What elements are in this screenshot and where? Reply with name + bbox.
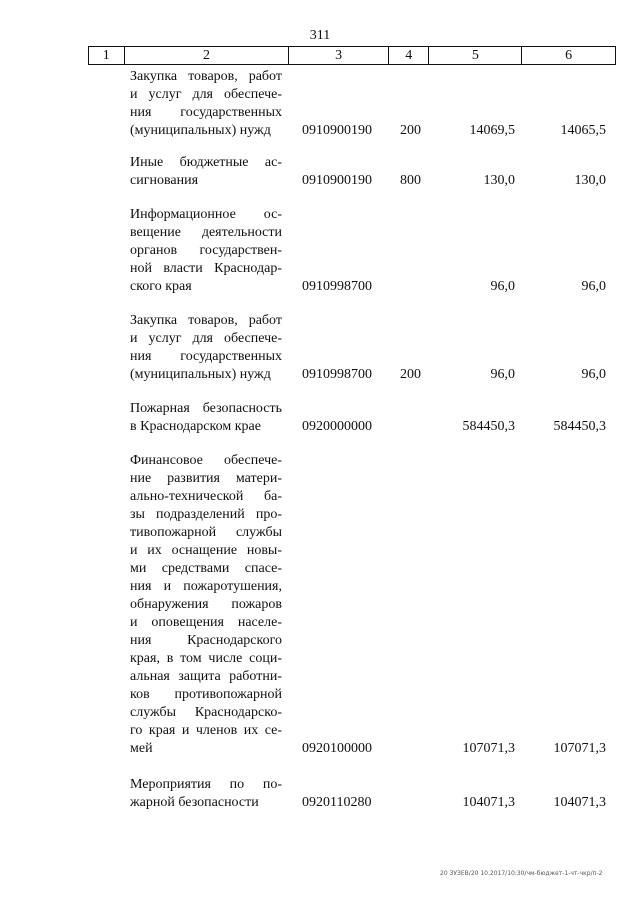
row-vr: 200 xyxy=(400,367,421,382)
row-code: 0910998700 xyxy=(302,279,372,294)
row-name-line: ние развития матери- xyxy=(130,471,282,486)
row-name xyxy=(130,206,282,296)
row-name-line: альная защита работни- xyxy=(130,669,282,684)
header-col-5: 5 xyxy=(429,47,522,65)
row-value-5: 584450,3 xyxy=(462,419,515,434)
row-name-line: и их оснащение новы- xyxy=(130,543,282,558)
row-name-line: обнаружения пожаров xyxy=(130,597,282,612)
row-name-line: ния и пожаротушения, xyxy=(130,579,282,594)
row-value-5: 96,0 xyxy=(490,279,515,294)
row-name-line: ков противопожарной xyxy=(130,687,282,702)
row-name-line: органов государствен- xyxy=(130,243,282,258)
row-name-line: зы подразделений про- xyxy=(130,507,282,522)
row-name-line: го края и членов их се- xyxy=(130,723,282,738)
row-code: 0920100000 xyxy=(302,741,372,756)
row-code: 0910900190 xyxy=(302,123,372,138)
row-name xyxy=(130,776,282,812)
row-name-line: Закупка товаров, работ xyxy=(130,69,282,84)
row-name xyxy=(130,68,282,140)
row-name-line: сигнования xyxy=(130,173,199,188)
header-col-1: 1 xyxy=(89,47,125,65)
row-value-6: 96,0 xyxy=(581,367,606,382)
row-value-5: 14069,5 xyxy=(469,123,515,138)
row-vr: 200 xyxy=(400,123,421,138)
row-value-6: 107071,3 xyxy=(553,741,606,756)
row-name-line: ной власти Краснодар- xyxy=(130,261,282,276)
row-vr: 800 xyxy=(400,173,421,188)
row-value-5: 104071,3 xyxy=(462,795,515,810)
row-name xyxy=(130,154,282,190)
row-name-line: вещение деятельности xyxy=(130,225,282,240)
row-name-line: Мероприятия по по- xyxy=(130,777,282,792)
row-name-line: ально-технической ба- xyxy=(130,489,282,504)
row-name-line: Финансовое обеспече- xyxy=(130,453,282,468)
row-name-line: ми средствами спасе- xyxy=(130,561,282,576)
row-name-line: Информационное ос- xyxy=(130,207,282,222)
row-name-line: края, в том числе соци- xyxy=(130,651,282,666)
footer-stamp: 20 ЗУЗЕВ/20 10.2017/10:30/чм-бюджет-1-чт-чкр/п-2 xyxy=(440,870,603,877)
row-value-5: 130,0 xyxy=(483,173,515,188)
row-name xyxy=(130,452,282,758)
row-name-line: и оповещения населе- xyxy=(130,615,282,630)
row-value-6: 584450,3 xyxy=(553,419,606,434)
column-header-table xyxy=(88,46,616,65)
row-name xyxy=(130,312,282,384)
row-name-line: Иные бюджетные ас- xyxy=(130,155,282,170)
row-name xyxy=(130,400,282,436)
row-value-6: 104071,3 xyxy=(553,795,606,810)
row-value-6: 96,0 xyxy=(581,279,606,294)
header-col-6: 6 xyxy=(522,47,616,65)
row-name-line: мей xyxy=(130,741,153,756)
row-name-line: и услуг для обеспече- xyxy=(130,331,282,346)
row-name-line: ния государственных xyxy=(130,349,282,364)
row-name-line: тивопожарной службы xyxy=(130,525,282,540)
row-name-line: Пожарная безопасность xyxy=(130,401,282,416)
row-value-6: 130,0 xyxy=(574,173,606,188)
row-name-line: ского края xyxy=(130,279,192,294)
header-col-3: 3 xyxy=(289,47,389,65)
row-name-line: (муниципальных) нужд xyxy=(130,367,271,382)
row-name-line: и услуг для обеспече- xyxy=(130,87,282,102)
row-name-line: жарной безопасности xyxy=(130,795,259,810)
row-name-line: в Краснодарском крае xyxy=(130,419,261,434)
row-value-6: 14065,5 xyxy=(560,123,606,138)
row-code: 0910998700 xyxy=(302,367,372,382)
row-name-line: ния Краснодарского xyxy=(130,633,282,648)
page-number: 311 xyxy=(309,28,331,43)
row-code: 0920000000 xyxy=(302,419,372,434)
header-col-2: 2 xyxy=(124,47,289,65)
row-name-line: (муниципальных) нужд xyxy=(130,123,271,138)
row-code: 0920110280 xyxy=(302,795,372,810)
header-col-4: 4 xyxy=(388,47,429,65)
row-value-5: 107071,3 xyxy=(462,741,515,756)
row-value-5: 96,0 xyxy=(490,367,515,382)
row-code: 0910900190 xyxy=(302,173,372,188)
row-name-line: ния государственных xyxy=(130,105,282,120)
row-name-line: службы Краснодарско- xyxy=(130,705,282,720)
row-name-line: Закупка товаров, работ xyxy=(130,313,282,328)
